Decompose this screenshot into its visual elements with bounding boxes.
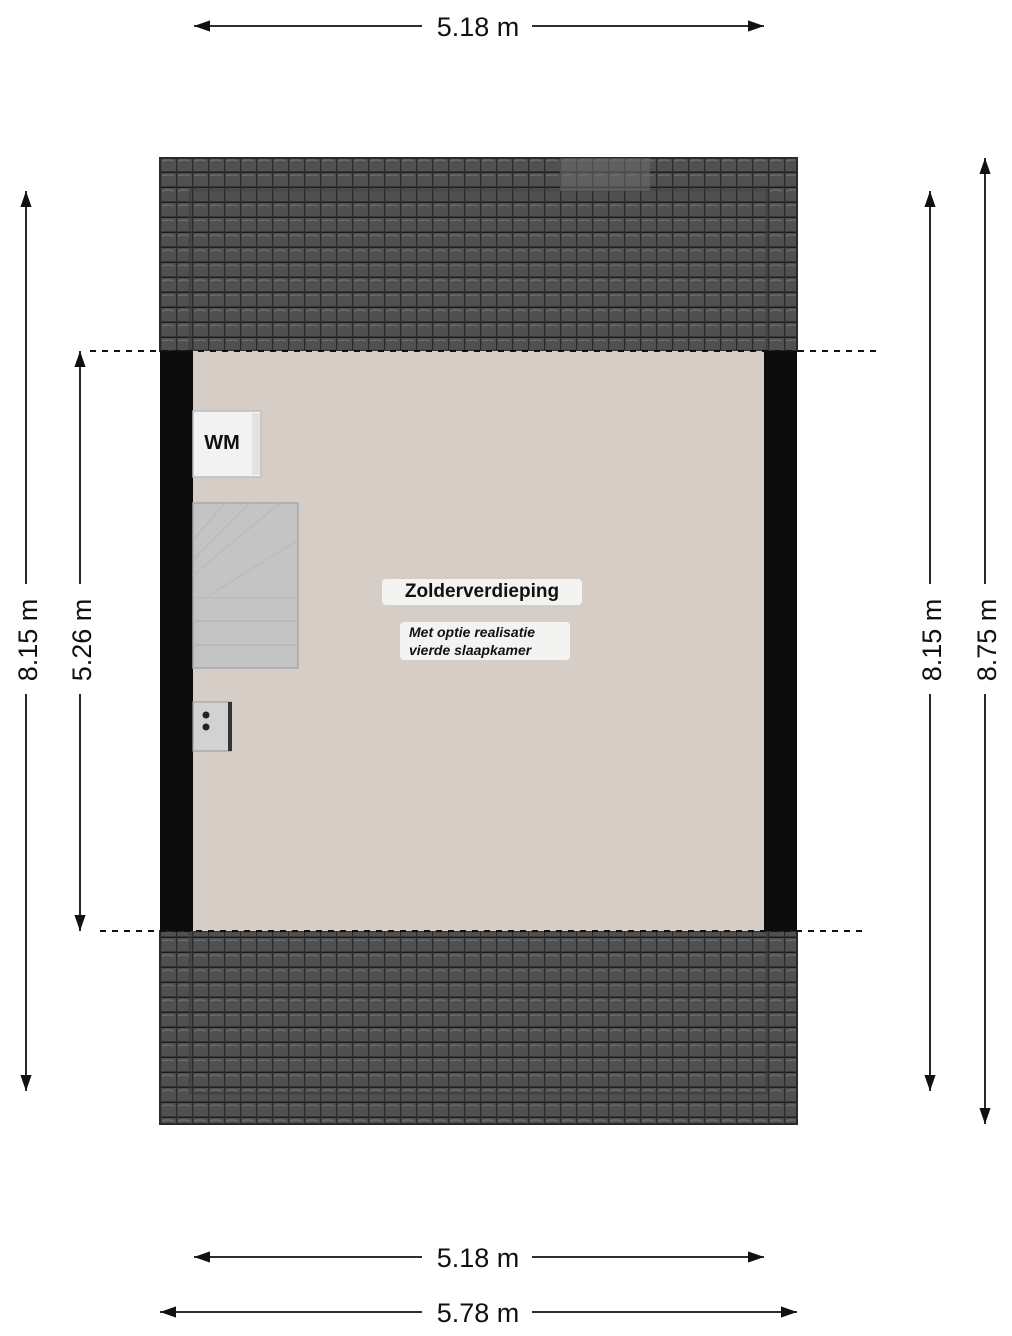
dimension-left-outer	[13, 191, 43, 1091]
dimension-top	[194, 12, 764, 42]
dimension-bottom-outer-text: 5.78 m	[436, 1298, 520, 1328]
dimension-right-inner-text: 8.15 m	[917, 598, 947, 682]
dimension-top-text: 5.18 m	[436, 12, 520, 42]
dimension-right-outer-text: 8.75 m	[972, 598, 1002, 682]
dimension-right-outer	[972, 158, 1002, 1124]
room-name-label: Zolderverdieping	[382, 579, 582, 605]
boiler-unit	[193, 702, 232, 751]
room-note-line-2: vierde slaapkamer	[409, 642, 532, 658]
dimension-left-outer-text: 8.15 m	[13, 598, 43, 682]
dimension-left-inner	[67, 351, 97, 931]
roof-bottom	[160, 931, 797, 1124]
room-note-line-1: Met optie realisatie	[409, 624, 536, 640]
room-note	[400, 622, 570, 660]
dimension-bottom-inner-text: 5.18 m	[436, 1243, 520, 1273]
dimension-bottom-inner	[194, 1243, 764, 1273]
left-wall	[160, 351, 193, 931]
right-wall	[764, 351, 797, 931]
washing-machine-label: WM	[204, 432, 240, 454]
staircase	[193, 503, 298, 668]
dimension-bottom-outer	[160, 1298, 797, 1328]
dimension-left-inner-text: 5.26 m	[67, 598, 97, 682]
dimension-right-inner	[917, 191, 947, 1091]
roof-hatch	[560, 158, 650, 191]
roof-top	[160, 158, 797, 351]
